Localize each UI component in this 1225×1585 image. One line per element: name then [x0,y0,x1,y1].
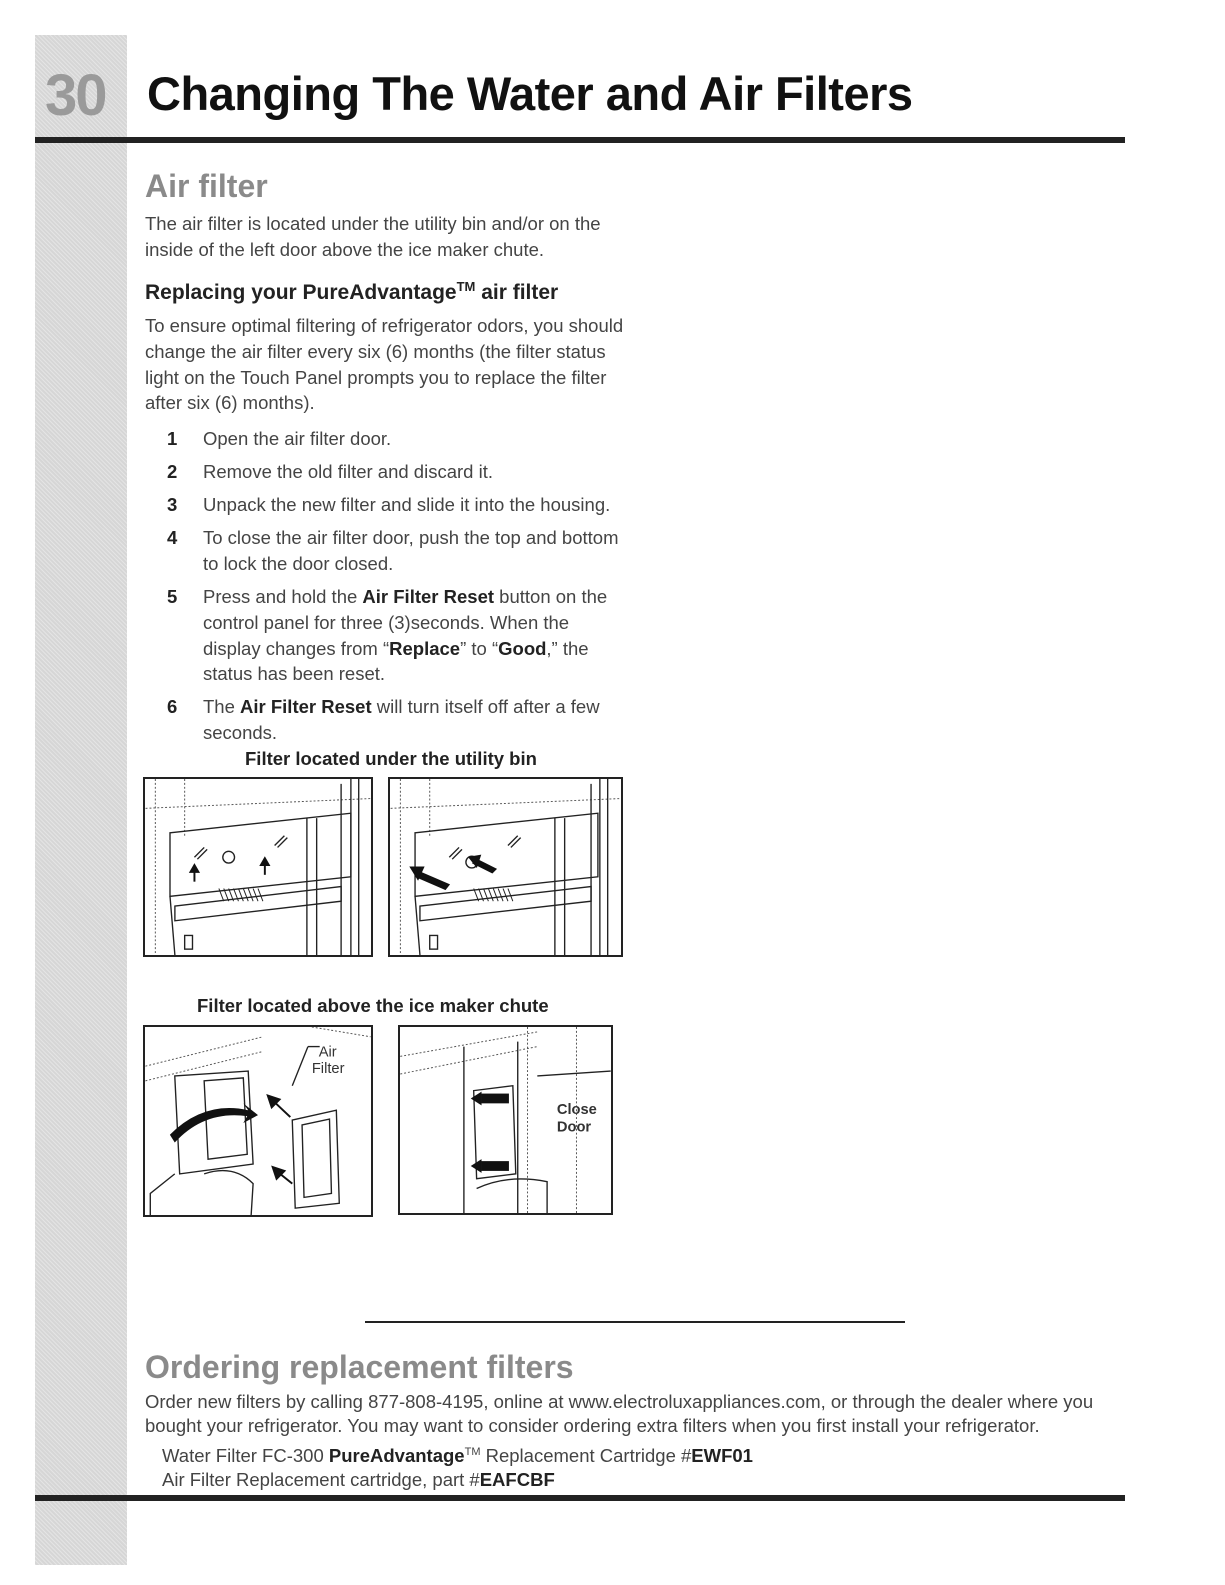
filter-label: Filter [311,1061,345,1078]
water-filter-text: Water Filter FC-300 [162,1445,329,1467]
ordering-section [145,1349,1125,1492]
step-text-part: The [203,696,241,718]
water-filter-part-number: EWF01 [691,1445,753,1467]
step-text [195,694,625,746]
air-filter-reset-label: Air Filter Reset [240,696,372,718]
side-strip [35,35,127,1565]
replace-intro: To ensure optimal filtering of refrigerator odors, you should change the air filter every six (6) months (the filter status light on the Touch Panel prompts you to replace the filter after six (6) months). [145,314,624,414]
page-title: Changing The Water and Air Filters [147,67,913,120]
step-item [145,492,625,518]
replace-status-label: Replace [389,637,461,659]
step-text: Open the air filter door. [203,428,392,450]
air-filter-part [162,1468,1125,1492]
steps-list [145,426,625,746]
utility-bin-drawing-1 [145,779,371,955]
air-filter-section [145,168,625,753]
air-filter-reset-label: Air Filter Reset [362,585,495,607]
step-text-part: will turn itself off after a few seconds. [203,696,600,744]
replace-heading [145,279,625,305]
door-label: Door [556,1119,592,1136]
step-number: 6 [167,696,178,718]
step-text: Unpack the new filter and slide it into the housing. [203,494,611,516]
ordering-heading: Ordering replacement filters [145,1349,574,1385]
step-text-part: button on the control panel for three (3)seconds. When the display changes from “ [203,585,608,659]
ordering-parts-list [145,1444,1125,1492]
water-filter-brand: PureAdvantage [328,1445,465,1467]
step-text-part: ,” the status has been reset. [203,637,589,685]
step-number: 5 [167,585,178,607]
step-item [145,426,625,452]
replace-heading-text: Replacing your PureAdvantage [145,280,457,304]
air-filter-part-number: EAFCBF [479,1469,555,1491]
utility-bin-drawing-2 [390,779,621,955]
air-filter-intro: The air filter is located under the utility bin and/or on the inside of the left door above the ice maker chute. [145,213,601,260]
replace-heading-suffix: air filter [475,280,559,304]
step-item [145,584,625,688]
step-text-part: Press and hold the [203,585,363,607]
ordering-intro: Order new filters by calling 877-808-4195, online at www.electroluxappliances.com, or through the dealer where you bought your refrigerator. You may want to consider ordering extra filters when you first install your refrigerator. [145,1391,1094,1437]
trademark-mark: TM [464,1445,481,1458]
air-filter-text: Air Filter Replacement cartridge, part # [162,1469,480,1491]
step-text: Remove the old filter and discard it. [203,461,493,483]
utility-bin-illustration-2 [388,777,623,957]
good-status-label: Good [498,637,547,659]
ice-chute-illustration-2 [398,1025,613,1215]
water-filter-part [162,1444,1125,1468]
step-number: 2 [167,461,178,483]
step-text-part: ” to “ [460,637,499,659]
ice-chute-drawing-2 [400,1027,611,1213]
ice-chute-caption: Filter located above the ice maker chute [197,995,549,1016]
step-item [145,694,625,746]
step-item [145,459,625,485]
trademark-mark: TM [456,278,476,294]
step-number: 3 [167,494,178,516]
ice-chute-drawing-1 [145,1027,371,1215]
utility-bin-caption: Filter located under the utility bin [245,748,537,769]
footer-rule [35,1495,1125,1501]
section-divider [365,1321,905,1323]
step-item [145,525,625,577]
step-text [195,584,625,688]
air-label: Air [318,1044,337,1061]
step-number: 1 [167,428,178,450]
utility-bin-illustration-1 [143,777,373,957]
step-text: To close the air filter door, push the top and bottom to lock the door closed. [203,527,619,574]
header-rule [35,137,1125,143]
close-label: Close [556,1102,597,1119]
water-filter-text: Replacement Cartridge # [480,1445,692,1467]
air-filter-heading: Air filter [145,168,268,204]
step-number: 4 [167,527,178,549]
ice-chute-illustration-1 [143,1025,373,1217]
page-number: 30 [45,63,106,128]
